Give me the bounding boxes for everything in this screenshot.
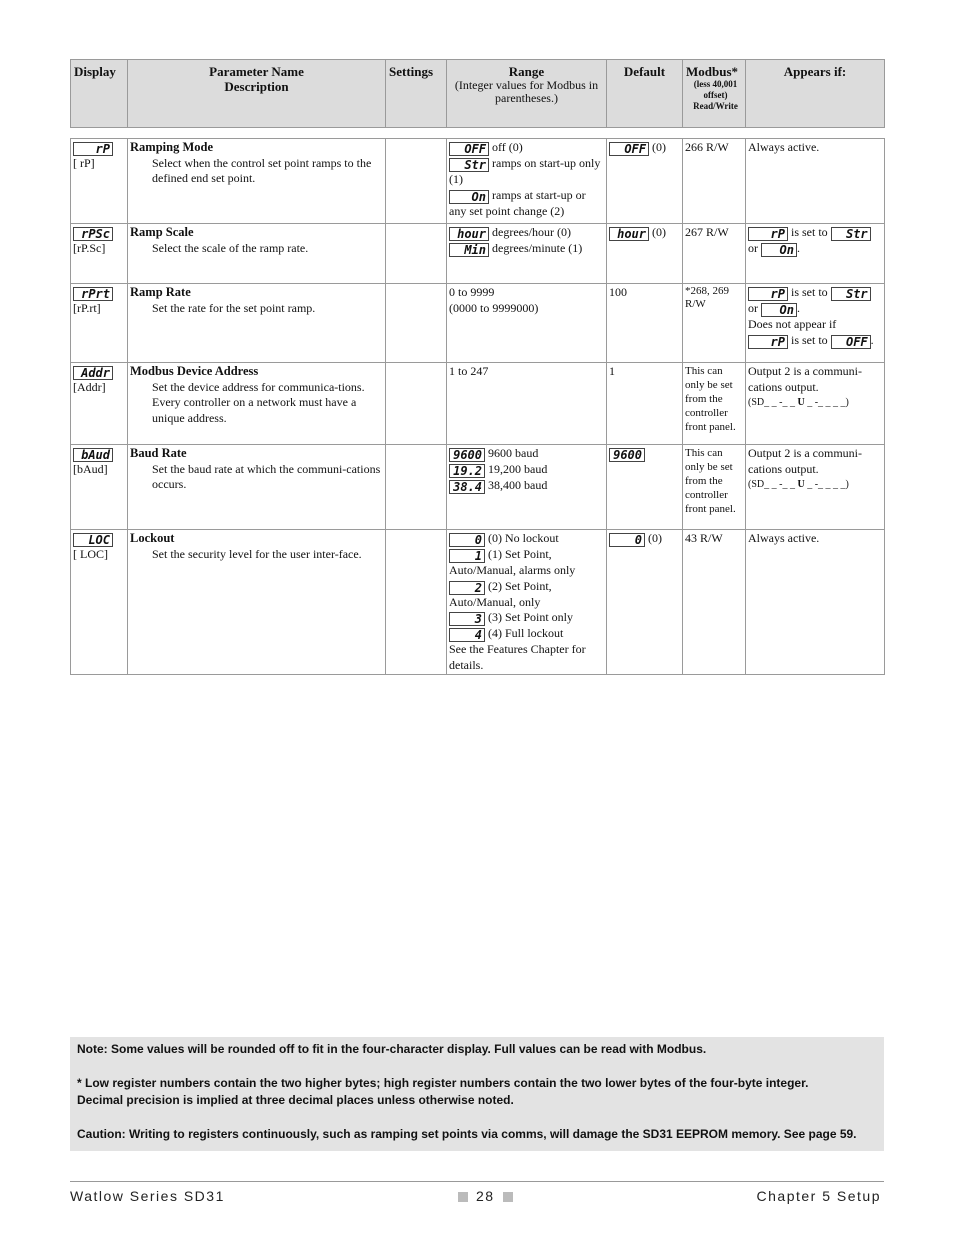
lcd-display: OFF — [831, 335, 871, 349]
display-text: [rP.rt] — [73, 301, 101, 315]
default-cell — [607, 445, 683, 530]
table-row — [71, 284, 885, 363]
appears-text: is set to — [791, 332, 828, 347]
param-desc: Set the rate for the set point ramp. — [152, 300, 316, 315]
appears-text: or — [748, 241, 758, 255]
code-part: U — [797, 479, 805, 490]
table-row — [71, 224, 885, 284]
range-cell — [447, 224, 607, 284]
range-text: degrees/hour (0) — [492, 225, 571, 239]
header-modbus — [683, 60, 746, 128]
param-name: Baud Rate — [130, 446, 187, 460]
range-text: 38,400 baud — [488, 478, 548, 492]
lcd-display: Str — [831, 287, 871, 301]
modbus-cell: This can only be set from the controller front panel. — [683, 363, 746, 445]
header-table — [70, 59, 885, 128]
footer-left: Watlow Series SD31 — [70, 1188, 225, 1204]
range-text: degrees/minute (1) — [492, 241, 583, 255]
lcd-display: Min — [449, 243, 489, 257]
display-text: [ LOC] — [73, 547, 108, 561]
square-bullet-icon — [503, 1192, 513, 1202]
lcd-display: rP — [748, 227, 788, 241]
range-cell — [447, 139, 607, 224]
settings-cell — [386, 445, 447, 530]
appears-cell — [746, 445, 885, 530]
lcd-display: OFF — [609, 142, 649, 156]
code-part: _ -_ _ _ _) — [804, 397, 849, 408]
param-desc: Set the baud rate at which the communi-cations occurs. — [152, 461, 381, 491]
range-text: 0 to 9999 — [449, 285, 495, 299]
range-text: (0) No lockout — [488, 531, 559, 545]
header-settings: Settings — [386, 60, 447, 128]
table-row — [71, 445, 885, 530]
lcd-display: On — [449, 190, 489, 204]
lcd-display: rPSc — [73, 227, 113, 241]
range-text: (4) Full lockout — [488, 626, 564, 640]
display-text: [Addr] — [73, 380, 106, 394]
lcd-display: rP — [748, 287, 788, 301]
page-number: 28 — [476, 1188, 495, 1204]
table-row — [71, 530, 885, 675]
range-text: (1) Set Point, Auto/Manual, alarms only — [449, 547, 576, 577]
lcd-display: 9600 — [609, 448, 645, 462]
range-option — [449, 547, 605, 579]
default-cell: 100 — [607, 284, 683, 363]
header-param-name — [128, 60, 386, 128]
range-cell — [447, 530, 607, 675]
page-footer — [70, 1188, 884, 1204]
lcd-display: rP — [748, 335, 788, 349]
appears-cell: Always active. — [746, 530, 885, 675]
settings-cell — [386, 363, 447, 445]
modbus-cell: This can only be set from the controller front panel. — [683, 445, 746, 530]
appears-text: or — [748, 301, 758, 315]
appears-code — [748, 395, 883, 411]
appears-cell: Always active. — [746, 139, 885, 224]
range-text: 9600 baud — [488, 446, 539, 460]
appears-text: is set to — [791, 225, 828, 239]
default-cell — [607, 224, 683, 284]
range-option — [449, 610, 605, 626]
header-modbus-sub3: Read/Write — [693, 101, 738, 111]
range-text: (2) Set Point, Auto/Manual, only — [449, 578, 552, 609]
modbus-cell: 267 R/W — [683, 224, 746, 284]
lcd-display: 0 — [609, 533, 645, 547]
modbus-cell: 266 R/W — [683, 139, 746, 224]
header-param-desc-label: Description — [224, 79, 289, 94]
appears-text: Does not appear if — [748, 317, 837, 331]
appears-text: Output 2 is a communi-cations output. — [748, 446, 862, 476]
table-row — [71, 139, 885, 224]
display-cell — [71, 530, 128, 675]
default-cell: 1 — [607, 363, 683, 445]
param-name: Ramp Scale — [130, 225, 194, 239]
range-cell — [447, 363, 607, 445]
lcd-display: 0 — [449, 533, 485, 547]
default-text: (0) — [652, 140, 666, 154]
lcd-display: hour — [449, 227, 489, 241]
range-option — [449, 140, 605, 156]
param-desc: Set the security level for the user inter-face. — [152, 546, 362, 561]
range-text: 1 to 247 — [449, 364, 489, 378]
param-cell — [128, 530, 386, 675]
lcd-display: 1 — [449, 549, 485, 563]
lcd-display: Addr — [73, 366, 113, 380]
param-cell — [128, 284, 386, 363]
appears-cell — [746, 363, 885, 445]
lcd-display: Str — [449, 158, 489, 172]
range-cell — [447, 445, 607, 530]
lcd-display: bAud — [73, 448, 113, 462]
code-part: _ -_ _ _ _) — [804, 479, 849, 490]
header-appears: Appears if: — [746, 60, 885, 128]
header-modbus-sub2: offset) — [703, 90, 728, 100]
range-option — [449, 188, 605, 220]
param-cell — [128, 363, 386, 445]
range-text: 19,200 baud — [488, 462, 548, 476]
param-desc: Select when the control set point ramps to the defined end set point. — [152, 155, 372, 185]
lcd-display: 4 — [449, 628, 485, 642]
display-text: [rP.Sc] — [73, 241, 106, 255]
appears-cell: rP is set to Str or On . — [746, 224, 885, 284]
lcd-display: On — [761, 243, 797, 257]
display-cell — [71, 284, 128, 363]
header-range — [447, 60, 607, 128]
param-cell — [128, 224, 386, 284]
modbus-cell: *268, 269 R/W — [683, 284, 746, 363]
param-cell — [128, 445, 386, 530]
display-text: [bAud] — [73, 462, 108, 476]
lcd-display: Str — [831, 227, 871, 241]
lcd-display: LOC — [73, 533, 113, 547]
code-part: (SD_ _ -_ _ — [748, 479, 798, 490]
range-text: (0000 to 9999000) — [449, 300, 539, 315]
param-desc: Select the scale of the ramp rate. — [152, 240, 309, 255]
default-text: (0) — [648, 531, 662, 545]
range-option — [449, 462, 605, 478]
range-cell — [447, 284, 607, 363]
note-registers: * Low register numbers contain the two higher bytes; high register numbers contain the two lower bytes of the four-byte integer. — [77, 1076, 809, 1090]
lcd-display: 3 — [449, 612, 485, 626]
range-text: off (0) — [492, 140, 523, 154]
header-modbus-label: Modbus* — [686, 64, 739, 79]
note-precision: Decimal precision is implied at three decimal places unless otherwise noted. — [77, 1093, 514, 1107]
display-cell — [71, 445, 128, 530]
lcd-display: On — [761, 303, 797, 317]
lcd-display: 38.4 — [449, 480, 485, 494]
range-option — [449, 626, 605, 642]
range-text: ramps at start-up or any set point change (2) — [449, 187, 586, 218]
default-text: (0) — [652, 225, 666, 239]
display-cell — [71, 224, 128, 284]
default-cell — [607, 139, 683, 224]
lcd-display: 2 — [449, 581, 485, 595]
modbus-cell: 43 R/W — [683, 530, 746, 675]
code-part: U — [797, 397, 805, 408]
range-footer: See the Features Chapter for details. — [449, 642, 586, 672]
range-option — [449, 225, 605, 241]
appears-text: is set to — [791, 285, 828, 299]
lcd-display: hour — [609, 227, 649, 241]
range-option — [449, 446, 605, 462]
square-bullet-icon — [458, 1192, 468, 1202]
default-cell — [607, 530, 683, 675]
lcd-display: OFF — [449, 142, 489, 156]
param-cell — [128, 139, 386, 224]
note-rounding: Note: Some values will be rounded off to fit in the four-character display. Full values can be read with Modbus. — [77, 1042, 707, 1056]
lcd-display: 19.2 — [449, 464, 485, 478]
display-cell — [71, 139, 128, 224]
lcd-display: rP — [73, 142, 113, 156]
lcd-display: 9600 — [449, 448, 485, 462]
lcd-display: rPrt — [73, 287, 113, 301]
display-cell — [71, 363, 128, 445]
settings-cell — [386, 530, 447, 675]
range-text: ramps on start-up only (1) — [449, 156, 601, 186]
param-name: Ramp Rate — [130, 285, 191, 299]
note-caution: Caution: Writing to registers continuously, such as ramping set points via comms, will damage the SD31 EEPROM memory. See page 59. — [77, 1127, 857, 1141]
notes-box — [70, 1037, 884, 1151]
param-desc: Set the device address for communica-tions. Every controller on a network must have a unique address. — [152, 379, 365, 425]
range-option — [449, 478, 605, 494]
footer-divider — [70, 1181, 884, 1182]
footer-page — [450, 1188, 521, 1204]
appears-code — [748, 477, 883, 493]
settings-cell — [386, 284, 447, 363]
appears-text: Output 2 is a communi-cations output. — [748, 364, 862, 394]
range-text: (3) Set Point only — [488, 610, 574, 624]
code-part: (SD_ _ -_ _ — [748, 397, 798, 408]
settings-cell — [386, 139, 447, 224]
appears-cell: rP is set to Str or On . Does not appear if rP is set to OFF . — [746, 284, 885, 363]
settings-cell — [386, 224, 447, 284]
header-param-name-label: Parameter Name — [209, 64, 304, 79]
footer-right: Chapter 5 Setup — [756, 1188, 881, 1204]
range-option — [449, 531, 605, 547]
param-name: Lockout — [130, 531, 175, 545]
header-range-sub: (Integer values for Modbus in parentheses.) — [454, 78, 599, 105]
header-display: Display — [71, 60, 128, 128]
range-option — [449, 579, 605, 611]
display-text: [ rP] — [73, 156, 95, 170]
parameter-table — [70, 138, 885, 675]
param-name: Modbus Device Address — [130, 364, 259, 378]
range-option — [449, 241, 605, 257]
param-name: Ramping Mode — [130, 140, 213, 154]
table-row — [71, 363, 885, 445]
range-option — [449, 156, 605, 188]
header-default: Default — [607, 60, 683, 128]
header-modbus-sub1: (less 40,001 — [693, 79, 738, 89]
header-range-label: Range — [508, 64, 545, 79]
